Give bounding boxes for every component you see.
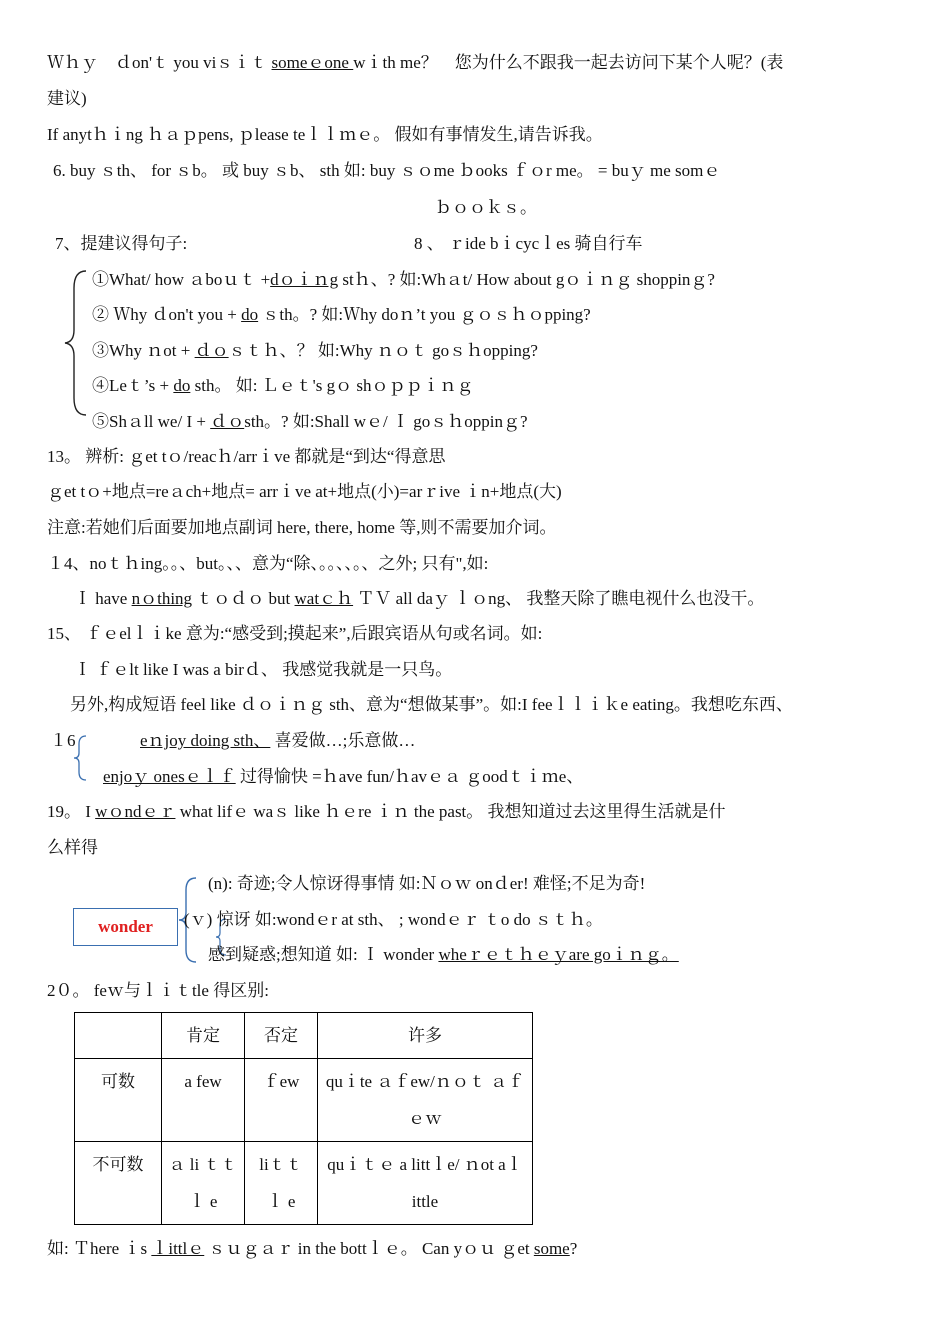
item-16-enjoy-oneself: enjoｙ onesｅｌｆ 过得愉快 =ｈave fun/ｈavｅａ ｇoodｔｉｍe、 bbox=[103, 767, 584, 786]
item-15-heading: 15、 ｆｅelｌｉke 意为:“感受到;摸起来”,后跟宾语从句或名词。如: bbox=[47, 624, 543, 643]
small-brace-icon bbox=[72, 734, 88, 782]
underlined-someone: someｅone bbox=[271, 53, 354, 72]
table-row: 可数 a few ｆew quｉte ａｆew/ｎｏｔ ａｆｅｗ bbox=[75, 1059, 533, 1142]
few-little-table bbox=[74, 1012, 533, 1225]
line-if-anything: If anytｈｉng ｈａｐpens, ｐlease teｌｌｍｅ。 假如有事情发生,请告诉我。 bbox=[47, 125, 603, 144]
wonder-meaning: 感到疑惑;想知道 如: Ｉ wonder wheｒｅｔｈｅｙare goｉｎｇ。 bbox=[208, 945, 679, 964]
item-6-buy-cont: ｂｏｏｋｓ。 bbox=[435, 198, 537, 217]
item-8-ride: 8 、 ｒide bｉcycｌes 骑自行车 bbox=[414, 234, 643, 253]
last-example: 如: Ｔhere ｉs ｌittlｅ ｓｕｇａｒ in the bottｌｅ。 Can yｏｕ ｇet some? bbox=[47, 1239, 578, 1258]
item-14-example: Ｉ have nｏthing ｔｏｄｏ but watｃｈ ＴＶ all daｙ ｌｏng、 我整天除了瞧电视什么也没干。 bbox=[74, 589, 765, 608]
table-row: 不可数 ａ li ｔｔｌ e liｔｔｌ e quｉｔｅ a littｌe/ ｎot aｌittle bbox=[75, 1142, 533, 1225]
wonder-keyword-box: wonder bbox=[73, 908, 178, 946]
table-row: 肯定 否定 许多 bbox=[75, 1013, 533, 1059]
item-13-formula: ｇet tｏ+地点=reａch+地点= arrｉve at+地点(小)=arｒive ｉn+地点(大) bbox=[47, 482, 562, 501]
item-6-buy: 6. buy ｓth、 for ｓb。 或 buy ｓb、 sth 如: buy ｓｏme ｂooks ｆｏr me。 = buｙ me somｅ bbox=[53, 161, 721, 180]
item-16-number: １6 bbox=[50, 731, 76, 750]
item-13-note: 注意:若她们后面要加地点副词 here, there, home 等,则不需要加介词。 bbox=[47, 518, 557, 537]
item-15-example: Ｉ ｆｅlt like I was a birｄ、 我感觉我就是一只鸟。 bbox=[74, 660, 453, 679]
left-brace-icon bbox=[62, 268, 88, 418]
item-7-heading: 7、提建议得句子: bbox=[55, 234, 188, 253]
item-19-sentence: 19。 I wｏndｅｒ what lifｅ waｓ like ｈｅre ｉｎ the past。 我想知道过去这里得生活就是什 bbox=[47, 802, 726, 821]
suggestion-3: ③Why ｎot + ｄｏｓｔｈ、？ 如:Why ｎｏｔ goｓｈopping? bbox=[92, 341, 538, 360]
item-15-phrase: 另外,构成短语 feel like ｄｏｉｎｇ sth、意为“想做某事”。如:I feeｌｌｉｋe eating。我想吃东西、 bbox=[70, 695, 793, 714]
item-16-enjoy-doing: eｎjoy doing sth、 喜爱做…;乐意做… bbox=[140, 731, 416, 750]
item-20-heading: 2０。 feｗ与ｌｉｔtle 得区别: bbox=[47, 981, 269, 1000]
wonder-noun: (n): 奇迹;令人惊讶得事情 如:Ｎｏｗ onｄer! 难怪;不足为奇! bbox=[208, 874, 646, 893]
item-13-heading: 13。 辨析: ｇet tｏ/reacｈ/arrｉve 都就是“到达“得意思 bbox=[47, 447, 446, 466]
wonder-verb: (ｖ) 惊讶 如:wondｅr at sth、 ; wondｅｒ ｔo do ｓｔｈ。 bbox=[184, 910, 603, 929]
suggestion-1: ①What/ how ａboｕｔ +dｏｉｎg stｈ、? 如:Whａt/ How about gｏｉｎｇ shoppinｇ? bbox=[92, 270, 715, 289]
suggestion-5: ⑤Shａll we/ I + ｄｏsth。? 如:Shall wｅ/ Ｉ goｓｈoppinｇ? bbox=[92, 412, 528, 431]
item-14-heading: １4、noｔｈing。。、but。、、意为“除、。。、、。、之外; 只有",如: bbox=[47, 554, 489, 573]
item-19-cont: 么样得 bbox=[47, 838, 98, 857]
suggestion-2: ② Ｗhy ｄon't you + do ｓth。? 如:Ｗhy doｎ’t you ｇｏｓｈｏpping? bbox=[92, 305, 591, 324]
line-suggestion-note: 建议) bbox=[47, 89, 87, 108]
line-why-dont-you: Ｗｈｙ ｄon'ｔ you viｓｉｔ someｅone wｉth me？ 您为什么不跟我一起去访问下某个人呢？(表 bbox=[47, 53, 784, 72]
suggestion-4: ④Leｔ’s + do sth。 如: Ｌｅｔ's gｏ shｏｐｐｉｎｇ bbox=[92, 376, 474, 395]
